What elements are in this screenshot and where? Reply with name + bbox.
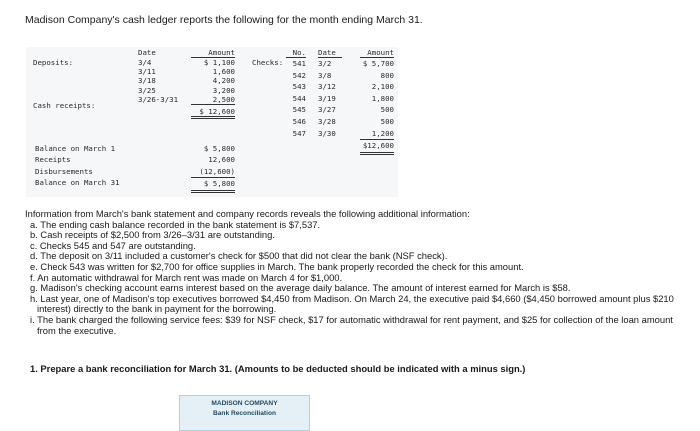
check-amount: 500 (380, 116, 394, 126)
check-date: 3/30 (318, 128, 336, 138)
deposit-amounts (191, 58, 235, 119)
check-amounts (360, 58, 394, 155)
checks-label: Checks: (252, 58, 284, 67)
check-number: 547 (292, 128, 306, 138)
check-number: 543 (292, 82, 306, 92)
deposit-amount: 3,200 (212, 85, 235, 95)
table-subtitle: Bank Reconciliation (212, 410, 277, 417)
summary-label: Balance on March 1 (35, 144, 116, 153)
check-amount: 800 (380, 70, 394, 80)
summary-label: Balance on March 31 (35, 178, 120, 188)
check-total: $12,600 (360, 140, 394, 155)
bank-reconciliation-table[interactable] (179, 395, 310, 431)
info-item-a: a. The ending cash balance recorded in the bank statement is $7,537. (30, 218, 321, 230)
info-item-b: b. Cash receipts of $2,500 from 3/26–3/31 are outstanding. (30, 229, 275, 241)
deposit-date: 3/18 (138, 76, 156, 86)
check-number: 545 (292, 105, 306, 115)
info-item-g: g. Madison's checking account earns interest based on the average daily balance. The amount of interest earned for March is $58. (30, 282, 571, 294)
info-item-c: c. Checks 545 and 547 are outstanding. (30, 239, 196, 251)
check-no-header: No. (286, 48, 306, 58)
check-amount: 500 (380, 105, 394, 115)
check-amount-header: Amount (360, 48, 394, 58)
info-item-e: e. Check 543 was written for $2,700 for office supplies in March. The bank properly recorded the check for this amount. (30, 260, 524, 272)
check-amount: $ 5,700 (362, 59, 394, 68)
deposits-label: Deposits: (33, 58, 74, 67)
deposit-amount: $ 1,100 (203, 58, 235, 67)
check-number: 541 (292, 59, 306, 68)
deposit-date: 3/26-3/31 (138, 94, 179, 104)
deposit-date: 3/11 (138, 67, 156, 77)
deposit-date-header: Date (138, 48, 156, 57)
cash-ledger (26, 47, 398, 197)
requirement-number: 1. Prepare a bank reconciliation for March 31. (30, 363, 235, 374)
requirement-instruction: (Amounts to be deducted should be indicated with a minus sign.) (234, 363, 526, 374)
deposit-amount: 1,600 (212, 67, 235, 77)
info-item-d: d. The deposit on 3/11 included a customer's check for $500 that did not clear the bank (NSF check). (30, 250, 448, 262)
check-amount: 1,800 (371, 93, 394, 103)
info-item-h: h. Last year, one of Madison's top executives borrowed $4,450 from Madison. On March 24, the executive paid $4,660 ($4,450 borrowed amount plus $210 interest) directly to the bank in payment for the borrowing. (30, 292, 674, 315)
summary-value: (12,600) (191, 166, 235, 178)
intro-text: Madison Company's cash ledger reports the following for the month ending March 31. (25, 14, 423, 26)
requirement-1 (30, 363, 525, 374)
check-date: 3/12 (318, 82, 336, 92)
check-date: 3/2 (318, 59, 332, 68)
balance-summary-values (191, 143, 235, 193)
info-item-f: f. An automatic withdrawal for March rent was made on March 4 for $1,000. (30, 271, 343, 283)
check-date-header: Date (318, 48, 342, 58)
check-date: 3/8 (318, 70, 332, 80)
info-item-i: i. The bank charged the following service fees: $39 for NSF check, $17 for automatic withdrawal for rent payment, and $25 for collection of the loan amount from the executive. (30, 313, 673, 336)
deposit-amount: 2,500 (191, 95, 235, 105)
check-dates (318, 58, 336, 139)
table-title: MADISON COMPANY (211, 400, 278, 407)
info-intro: Information from March's bank statement and company records reveals the following additional information: (25, 208, 470, 219)
summary-label: Receipts (35, 155, 71, 165)
summary-value: $ 5,800 (203, 144, 235, 153)
check-amount: 1,200 (360, 128, 394, 141)
check-date: 3/28 (318, 116, 336, 126)
summary-value: $ 5,800 (191, 178, 235, 192)
summary-label: Disbursements (35, 166, 93, 176)
check-number: 544 (292, 93, 306, 103)
deposit-total: $ 12,600 (191, 107, 235, 119)
balance-summary-labels (35, 143, 120, 189)
check-number: 546 (292, 116, 306, 126)
check-date: 3/27 (318, 105, 336, 115)
check-date: 3/19 (318, 93, 336, 103)
summary-value: 12,600 (208, 155, 235, 165)
deposit-amount-header: Amount (191, 48, 235, 58)
additional-information (25, 209, 675, 336)
deposit-date: 3/4 (138, 58, 152, 67)
check-number: 542 (292, 70, 306, 80)
deposit-date: 3/25 (138, 85, 156, 95)
check-numbers (286, 58, 306, 139)
deposit-dates (138, 58, 178, 104)
deposit-amount: 4,200 (212, 76, 235, 86)
check-amount: 2,100 (371, 82, 394, 92)
cash-receipts-label: Cash receipts: (33, 101, 96, 110)
